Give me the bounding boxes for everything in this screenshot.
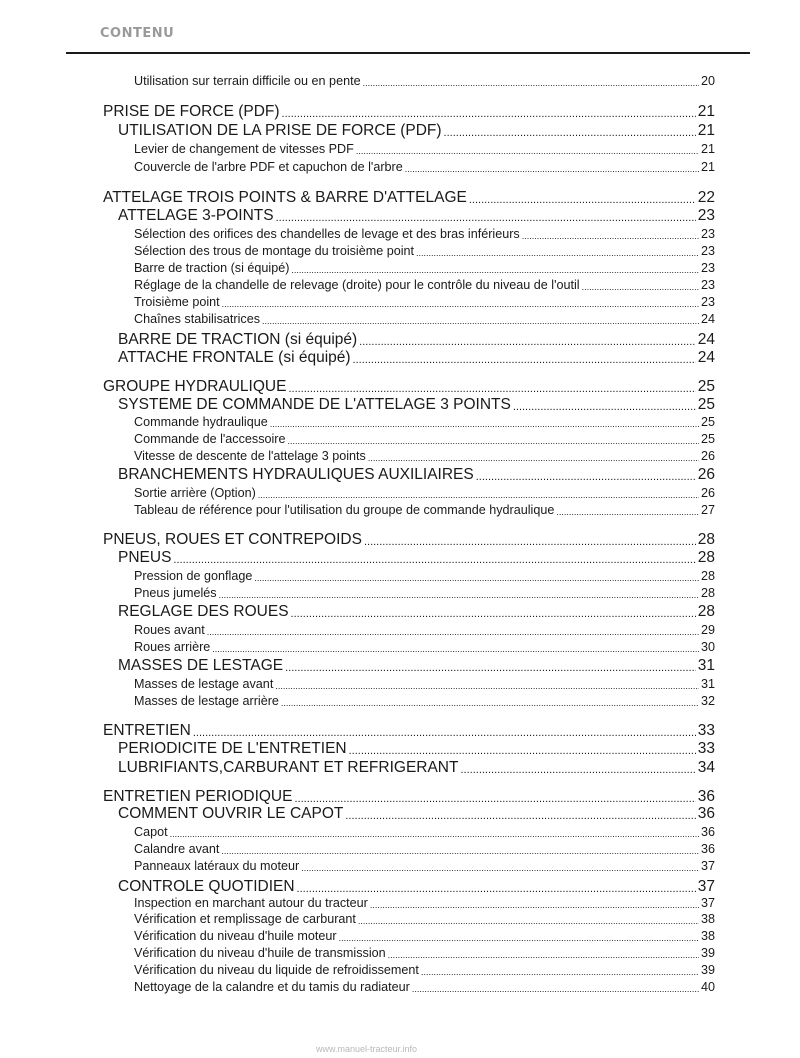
toc-entry-title: Utilisation sur terrain difficile ou en pente	[134, 75, 361, 88]
toc-entry[interactable]	[134, 913, 715, 926]
toc-entry-title: Chaînes stabilisatrices	[134, 313, 260, 326]
toc-entry[interactable]	[118, 467, 715, 483]
toc-entry[interactable]	[134, 641, 715, 654]
toc-entry-title: MASSES DE LESTAGE	[118, 658, 284, 674]
toc-entry-title: ATTELAGE TROIS POINTS & BARRE D'ATTELAGE	[103, 190, 467, 206]
toc-entry[interactable]	[118, 760, 715, 776]
toc-entry-page: 23	[700, 279, 715, 292]
toc-entry-page: 34	[697, 760, 715, 776]
toc-entry-page: 20	[700, 75, 715, 88]
toc-dot-leader	[301, 864, 699, 873]
toc-entry-page: 37	[697, 879, 715, 895]
toc-entry[interactable]	[134, 930, 715, 943]
toc-entry-page: 26	[700, 487, 715, 500]
toc-entry[interactable]	[134, 897, 715, 910]
toc-entry[interactable]	[118, 806, 715, 822]
toc-entry-title: PRISE DE FORCE (PDF)	[103, 104, 280, 120]
toc-entry[interactable]	[118, 350, 715, 366]
toc-entry-page: 28	[697, 550, 715, 566]
toc-entry-page: 25	[697, 379, 715, 395]
toc-dot-leader	[359, 337, 696, 349]
toc-entry-page: 24	[697, 332, 715, 348]
toc-dot-leader	[416, 249, 699, 258]
toc-entry-page: 21	[697, 123, 715, 139]
toc-entry[interactable]	[103, 723, 715, 739]
toc-entry-page: 37	[700, 860, 715, 873]
toc-entry[interactable]	[103, 379, 715, 395]
toc-dot-leader	[345, 811, 695, 823]
toc-entry-title: Capot	[134, 826, 168, 839]
toc-entry-title: Roues arrière	[134, 641, 211, 654]
toc-entry[interactable]	[134, 487, 715, 500]
toc-entry[interactable]	[134, 228, 715, 241]
toc-entry-page: 24	[700, 313, 715, 326]
toc-entry[interactable]	[134, 678, 715, 691]
toc-entry-page: 33	[697, 723, 715, 739]
toc-dot-leader	[173, 555, 695, 567]
toc-dot-leader	[288, 437, 699, 446]
toc-dot-leader	[221, 847, 699, 856]
toc-entry-title: COMMENT OUVRIR LE CAPOT	[118, 806, 344, 822]
toc-entry[interactable]	[134, 296, 715, 309]
toc-dot-leader	[262, 317, 699, 326]
toc-dot-leader	[421, 968, 699, 977]
toc-entry-page: 30	[700, 641, 715, 654]
toc-entry-page: 27	[700, 504, 715, 517]
toc-entry-page: 33	[697, 741, 715, 757]
toc-entry-page: 28	[697, 604, 715, 620]
toc-entry-title: Barre de traction (si équipé)	[134, 262, 290, 275]
toc-entry-page: 36	[700, 843, 715, 856]
toc-dot-leader	[358, 917, 699, 926]
toc-dot-leader	[513, 402, 696, 414]
toc-entry[interactable]	[134, 964, 715, 977]
toc-entry[interactable]	[134, 624, 715, 637]
toc-entry-page: 40	[700, 981, 715, 994]
toc-dot-leader	[258, 491, 699, 500]
toc-entry-title: Tableau de référence pour l'utilisation du groupe de commande hydraulique	[134, 504, 555, 517]
toc-entry-title: Sélection des trous de montage du troisième point	[134, 245, 415, 258]
toc-entry-page: 31	[700, 678, 715, 691]
toc-entry[interactable]	[134, 262, 715, 275]
toc-entry[interactable]	[118, 658, 715, 674]
toc-entry[interactable]	[134, 143, 715, 156]
toc-entry-page: 36	[697, 806, 715, 822]
toc-dot-leader	[275, 682, 699, 691]
toc-entry[interactable]	[103, 104, 715, 120]
toc-entry[interactable]	[134, 860, 715, 873]
toc-entry[interactable]	[134, 826, 715, 839]
toc-entry-title: PNEUS	[118, 550, 172, 566]
toc-entry[interactable]	[134, 313, 715, 326]
toc-entry-page: 23	[700, 262, 715, 275]
toc-entry-title: Masses de lestage arrière	[134, 695, 279, 708]
toc-entry-title: Masses de lestage avant	[134, 678, 274, 691]
toc-entry-page: 23	[700, 245, 715, 258]
toc-entry-title: Levier de changement de vitesses PDF	[134, 143, 354, 156]
toc-entry-title: Pneus jumelés	[134, 587, 217, 600]
toc-entry-title: Troisième point	[134, 296, 220, 309]
toc-entry-title: Vérification du niveau d'huile moteur	[134, 930, 337, 943]
toc-entry-page: 26	[700, 450, 715, 463]
toc-entry-page: 29	[700, 624, 715, 637]
toc-entry[interactable]	[103, 789, 715, 805]
toc-entry-title: PNEUS, ROUES ET CONTREPOIDS	[103, 532, 362, 548]
toc-dot-leader	[444, 128, 696, 140]
toc-entry-page: 36	[697, 789, 715, 805]
toc-dot-leader	[276, 213, 696, 225]
toc-entry-title: Couvercle de l'arbre PDF et capuchon de l'arbre	[134, 161, 403, 174]
toc-entry-page: 23	[700, 228, 715, 241]
toc-entry[interactable]	[134, 504, 715, 517]
toc-dot-leader	[349, 746, 696, 758]
toc-entry-title: ATTACHE FRONTALE (si équipé)	[118, 350, 351, 366]
toc-entry-title: UTILISATION DE LA PRISE DE FORCE (PDF)	[118, 123, 442, 139]
toc-entry-title: Calandre avant	[134, 843, 220, 856]
toc-entry-title: ATTELAGE 3-POINTS	[118, 208, 274, 224]
toc-dot-leader	[297, 884, 696, 896]
toc-entry-title: Sortie arrière (Option)	[134, 487, 256, 500]
toc-entry-page: 28	[700, 587, 715, 600]
toc-entry-title: ENTRETIEN PÉRIODIQUE	[103, 789, 293, 805]
toc-entry-title: Nettoyage de la calandre et du tamis du radiateur	[134, 981, 410, 994]
toc-entry-title: Sélection des orifices des chandelles de levage et des bras inférieurs	[134, 228, 520, 241]
toc-entry-page: 23	[697, 208, 715, 224]
toc-entry-title: CONTRÔLE QUOTIDIEN	[118, 879, 295, 895]
toc-entry-title: Vérification du niveau d'huile de transmission	[134, 947, 386, 960]
toc-entry-page: 26	[697, 467, 715, 483]
toc-entry[interactable]	[134, 570, 715, 583]
toc-entry-title: Vérification du niveau du liquide de refroidissement	[134, 964, 419, 977]
toc-entry[interactable]	[134, 587, 715, 600]
toc-dot-leader	[254, 574, 699, 583]
toc-entry-title: BARRE DE TRACTION (si équipé)	[118, 332, 358, 348]
toc-dot-leader	[363, 79, 699, 88]
toc-dot-leader	[364, 537, 696, 549]
toc-entry-page: 36	[700, 826, 715, 839]
toc-dot-leader	[207, 628, 699, 637]
toc-entry[interactable]	[118, 741, 715, 757]
toc-dot-leader	[412, 985, 699, 994]
toc-entry-page: 31	[697, 658, 715, 674]
toc-dot-leader	[294, 794, 695, 806]
toc-entry[interactable]	[118, 550, 715, 566]
toc-entry-page: 38	[700, 930, 715, 943]
toc-entry[interactable]	[134, 75, 715, 88]
toc-entry-title: RÉGLAGE DES ROUES	[118, 604, 289, 620]
page-header-title: CONTENU	[100, 26, 175, 41]
toc-entry-page: 28	[700, 570, 715, 583]
toc-entry[interactable]	[118, 332, 715, 348]
toc-entry-page: 32	[700, 695, 715, 708]
toc-entry-title: Commande de l'accessoire	[134, 433, 286, 446]
toc-dot-leader	[405, 165, 699, 174]
toc-dot-leader	[370, 901, 699, 910]
toc-entry-title: Vitesse de descente de l'attelage 3 points	[134, 450, 366, 463]
toc-entry[interactable]	[103, 190, 715, 206]
toc-entry-page: 25	[700, 433, 715, 446]
toc-entry[interactable]	[134, 947, 715, 960]
toc-dot-leader	[285, 663, 696, 675]
toc-entry-page: 21	[697, 104, 715, 120]
toc-dot-leader	[556, 508, 699, 517]
toc-dot-leader	[291, 266, 699, 275]
toc-dot-leader	[270, 420, 699, 429]
toc-entry-page: 38	[700, 913, 715, 926]
toc-entry[interactable]	[134, 843, 715, 856]
toc-entry[interactable]	[118, 397, 715, 413]
toc-entry-title: BRANCHEMENTS HYDRAULIQUES AUXILIAIRES	[118, 467, 474, 483]
toc-dot-leader	[170, 830, 699, 839]
toc-entry[interactable]	[134, 416, 715, 429]
toc-entry-page: 39	[700, 947, 715, 960]
toc-entry[interactable]	[134, 161, 715, 174]
toc-entry-page: 28	[697, 532, 715, 548]
toc-dot-leader	[282, 109, 696, 121]
toc-dot-leader	[339, 934, 699, 943]
toc-dot-leader	[193, 728, 696, 740]
toc-dot-leader	[219, 591, 699, 600]
toc-entry-page: 39	[700, 964, 715, 977]
toc-entry[interactable]	[118, 879, 715, 895]
toc-entry[interactable]	[118, 123, 715, 139]
toc-entry-title: Panneaux latéraux du moteur	[134, 860, 300, 873]
toc-entry-page: 21	[700, 143, 715, 156]
toc-entry-title: ENTRETIEN	[103, 723, 191, 739]
toc-dot-leader	[212, 645, 699, 654]
toc-entry-title: Commande hydraulique	[134, 416, 268, 429]
toc-entry-title: PERIODICITE DE L'ENTRETIEN	[118, 741, 347, 757]
toc-entry[interactable]	[103, 532, 715, 548]
footer-watermark: www.manuel-tracteur.info	[316, 1044, 418, 1054]
toc-entry-title: Vérification et remplissage de carburant	[134, 913, 356, 926]
toc-entry-page: 23	[700, 296, 715, 309]
toc-entry-title: Inspection en marchant autour du tracteur	[134, 897, 368, 910]
toc-entry-title: Réglage de la chandelle de relevage (droite) pour le contrôle du niveau de l'outil	[134, 279, 580, 292]
toc-dot-leader	[388, 951, 699, 960]
toc-dot-leader	[476, 472, 696, 484]
toc-dot-leader	[291, 609, 696, 621]
toc-entry-page: 21	[700, 161, 715, 174]
toc-dot-leader	[288, 384, 695, 396]
toc-dot-leader	[460, 765, 695, 777]
toc-dot-leader	[281, 699, 699, 708]
toc-entry-title: Pression de gonflage	[134, 570, 253, 583]
toc-dot-leader	[356, 147, 699, 156]
toc-entry-title: SYSTÈME DE COMMANDE DE L'ATTELAGE 3 POINTS	[118, 397, 511, 413]
toc-dot-leader	[222, 300, 699, 309]
toc-entry[interactable]	[134, 433, 715, 446]
toc-dot-leader	[368, 454, 699, 463]
toc-entry[interactable]	[134, 450, 715, 463]
toc-entry-title: GROUPE HYDRAULIQUE	[103, 379, 287, 395]
toc-entry[interactable]	[134, 279, 715, 292]
toc-entry-page: 25	[697, 397, 715, 413]
toc-dot-leader	[469, 195, 696, 207]
toc-dot-leader	[522, 232, 699, 241]
toc-entry-title: LUBRIFIANTS,CARBURANT ET REFRIGERANT	[118, 760, 459, 776]
toc-entry[interactable]	[134, 695, 715, 708]
toc-entry-title: Roues avant	[134, 624, 205, 637]
toc-entry[interactable]	[134, 981, 715, 994]
toc-entry[interactable]	[118, 604, 715, 620]
toc-entry-page: 22	[697, 190, 715, 206]
toc-entry[interactable]	[134, 245, 715, 258]
toc-entry[interactable]	[118, 208, 715, 224]
toc-entry-page: 25	[700, 416, 715, 429]
toc-entry-page: 37	[700, 897, 715, 910]
toc-dot-leader	[353, 355, 696, 367]
toc-dot-leader	[582, 283, 699, 292]
header-divider	[66, 52, 750, 54]
toc-entry-page: 24	[697, 350, 715, 366]
